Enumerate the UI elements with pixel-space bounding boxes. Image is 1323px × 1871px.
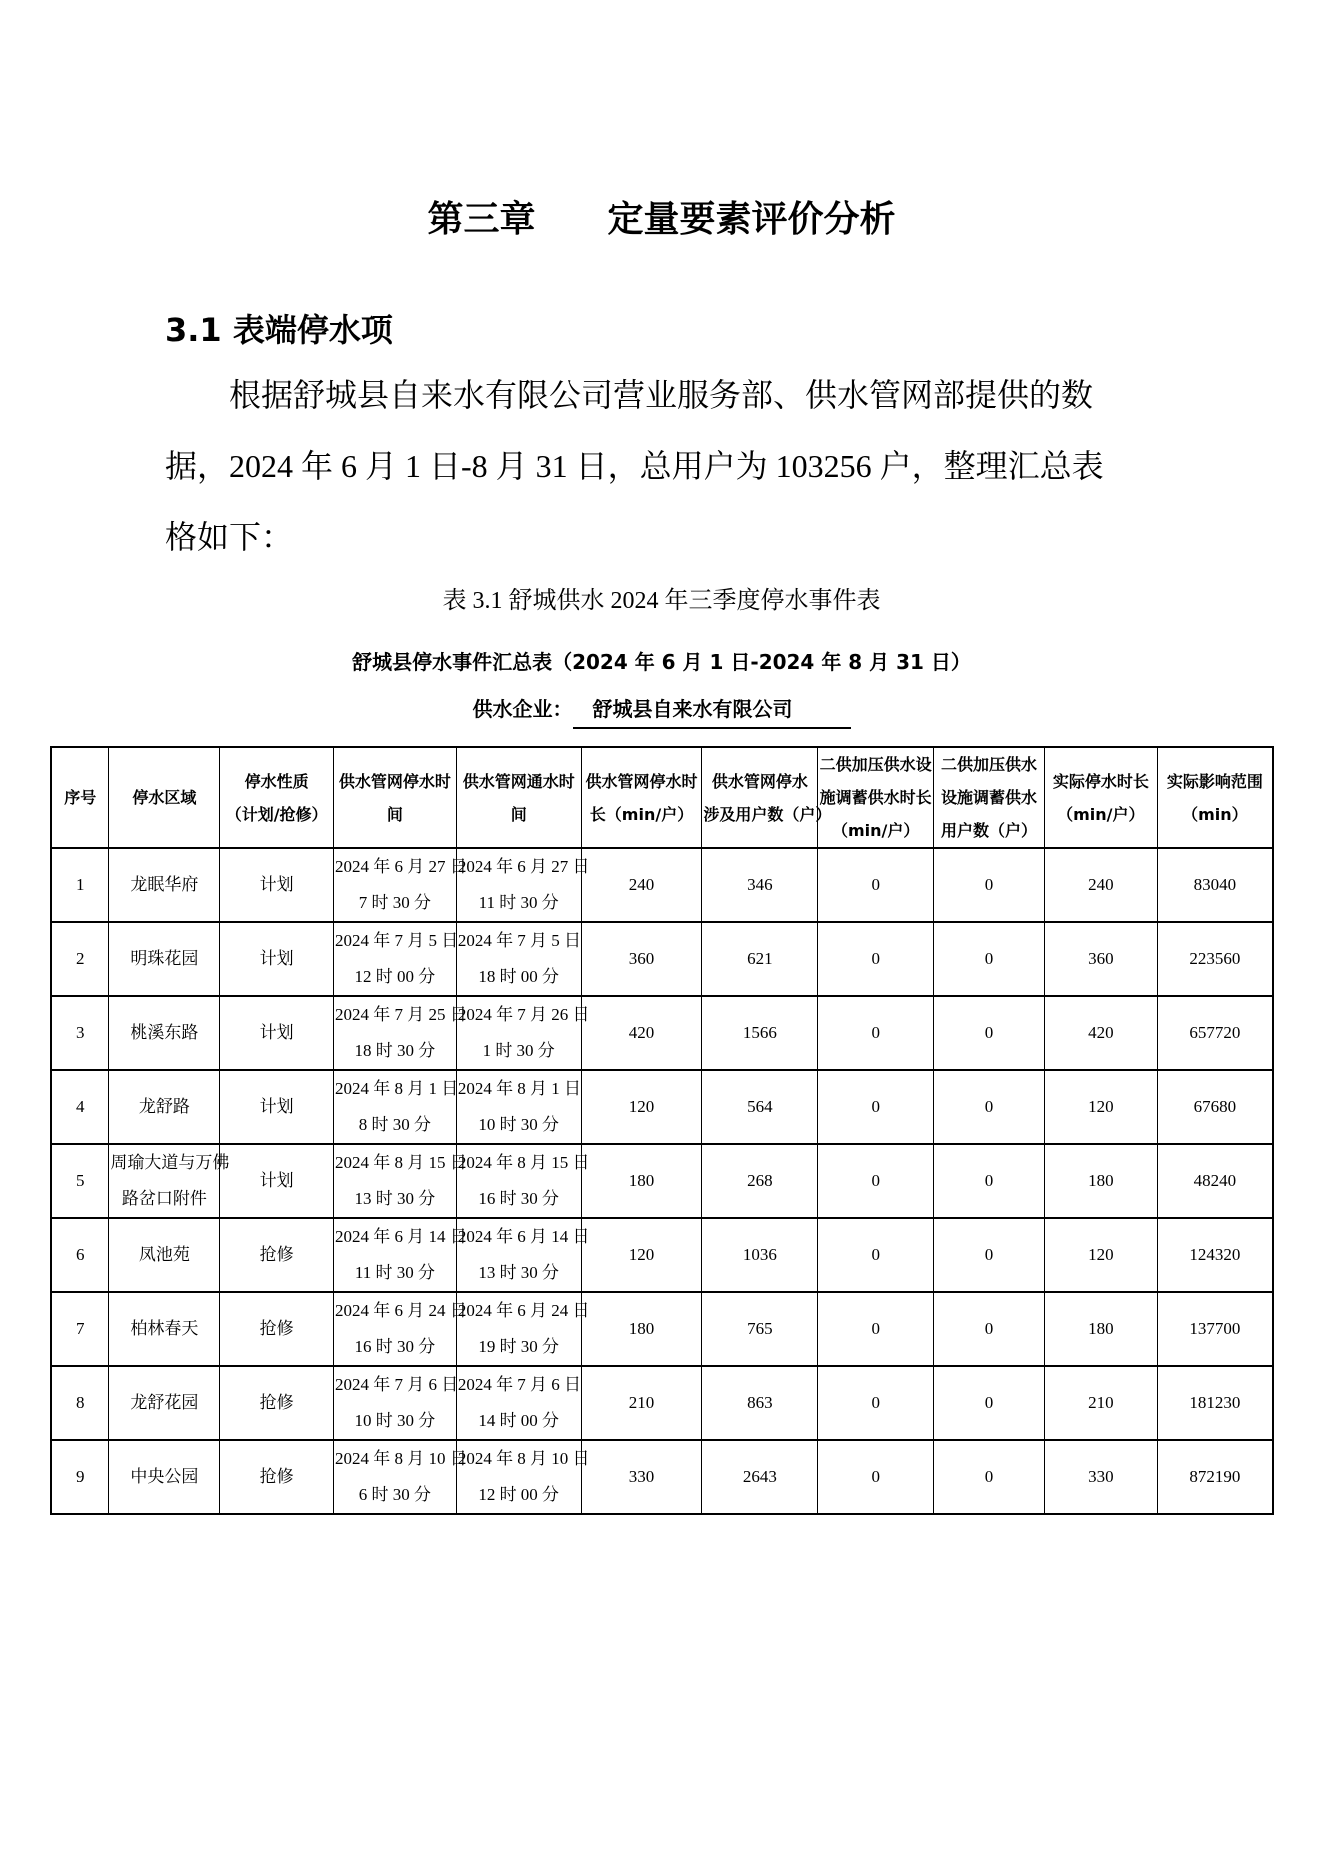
cell-line: 19 时 30 分 [478,1337,560,1356]
cell-line: 2024 年 8 月 1 日 [457,1079,582,1098]
header-cell-stop-duration [581,747,702,848]
table-cell-secondary-duration [818,1366,934,1440]
cell-line: 6 时 30 分 [358,1485,432,1504]
table-cell-impact-range [1157,1144,1273,1218]
table-cell-area [109,996,220,1070]
cell-line: 0 [871,1467,880,1486]
header-line: 涉及用户数（户） [703,804,832,824]
cell-line: 621 [747,949,773,968]
table-cell-area [109,1144,230,1218]
table-cell-stop-duration [581,1292,702,1366]
cell-line: 2024 年 6 月 24 日 [457,1301,590,1320]
header-cell-nature [220,747,334,848]
cell-line: 120 [1088,1097,1114,1116]
table-cell-seq [51,1440,109,1514]
cell-line: 12 时 00 分 [478,1485,560,1504]
table-cell-users-affected [702,1218,818,1292]
cell-line: 2024 年 6 月 14 日 [457,1227,590,1246]
cell-line: 0 [984,1467,994,1486]
table-cell-secondary-duration [818,1218,934,1292]
table-cell-seq [51,1070,109,1144]
table-cell-impact-range [1157,1366,1273,1440]
table-cell-secondary-users [934,922,1045,996]
cell-line: 抢修 [259,1467,294,1486]
cell-line: 67680 [1193,1097,1237,1116]
table-cell-actual-duration [1044,1218,1157,1292]
cell-line: 0 [984,1023,994,1042]
table-row [51,1070,1273,1144]
cell-line: 7 [75,1319,85,1338]
table-cell-stop-duration [581,1440,702,1514]
cell-line: 计划 [259,875,294,894]
cell-line: 18 时 00 分 [478,967,560,986]
table-cell-secondary-duration [818,1070,934,1144]
chapter-title: 第三章 定量要素评价分析 [427,199,896,240]
cell-line: 中央公园 [130,1467,199,1486]
cell-line: 120 [628,1245,655,1264]
cell-line: 周瑜大道与万佛 [110,1153,230,1172]
table-cell-secondary-duration [818,1292,934,1366]
cell-line: 0 [871,1023,880,1042]
cell-line: 181230 [1189,1393,1241,1412]
cell-line: 18 时 30 分 [354,1041,436,1060]
table-cell-stop-time [334,1070,457,1144]
table-cell-nature [220,1070,334,1144]
table-subtitle: 舒城县停水事件汇总表（2024 年 6 月 1 日-2024 年 8 月 31 日） [352,650,971,674]
cell-line: 268 [747,1171,773,1190]
cell-line: 13 时 30 分 [354,1189,436,1208]
table-cell-resume-time [456,1440,590,1514]
table-cell-secondary-duration [818,996,934,1070]
cell-line: 2024 年 6 月 24 日 [335,1301,467,1320]
table-row [51,922,1273,996]
table-cell-nature [220,1218,334,1292]
cell-line: 2024 年 7 月 6 日 [457,1375,582,1394]
cell-line: 180 [1088,1171,1114,1190]
header-cell-seq [51,747,109,848]
table-cell-resume-time [456,1366,581,1440]
table-cell-resume-time [456,922,581,996]
cell-line: 2024 年 8 月 10 日 [335,1449,467,1468]
header-line: 二供加压供水 [941,755,1038,774]
header-line: 停水性质 [244,771,309,791]
cell-line: 4 [75,1097,85,1116]
cell-line: 16 时 30 分 [478,1189,560,1208]
cell-line: 48240 [1193,1171,1237,1190]
table-cell-secondary-users [934,1070,1045,1144]
header-line: （计划/抢修） [225,804,328,824]
table-cell-users-affected [702,848,818,922]
cell-line: 计划 [259,949,294,968]
table-cell-seq [51,1218,109,1292]
table-row [51,848,1273,922]
table-cell-stop-duration [581,1218,702,1292]
cell-line: 240 [628,875,655,894]
header-line: 供水管网停水 [711,771,808,791]
cell-line: 2024 年 8 月 1 日 [335,1079,459,1098]
cell-line: 龙眠华府 [130,875,199,894]
cell-line: 0 [871,1393,880,1412]
header-line: （min/户） [1057,804,1145,824]
cell-line: 凤池苑 [138,1245,190,1264]
table-cell-secondary-duration [818,1440,934,1514]
cell-line: 10 时 30 分 [354,1411,436,1430]
header-row [51,747,1273,848]
table-cell-resume-time [456,1070,581,1144]
table-cell-stop-time [334,1144,467,1218]
cell-line: 抢修 [259,1319,294,1338]
header-line: 实际停水时长 [1052,771,1149,791]
cell-line: 180 [1088,1319,1114,1338]
cell-line: 0 [871,1245,880,1264]
cell-line: 240 [1088,875,1114,894]
table-cell-resume-time [456,1218,590,1292]
cell-line: 2024 年 7 月 5 日 [457,931,582,950]
table-cell-stop-time [334,1218,467,1292]
table-cell-stop-time [334,1440,467,1514]
cell-line: 8 时 30 分 [358,1115,432,1134]
table-cell-nature [220,1366,334,1440]
table-cell-stop-time [334,1366,457,1440]
table-cell-users-affected [702,922,818,996]
table-cell-secondary-users [934,996,1045,1070]
cell-line: 2024 年 7 月 26 日 [457,1005,590,1024]
table-cell-nature [220,1292,334,1366]
header-line: 二供加压供水设 [819,755,932,774]
table-row [51,1366,1273,1440]
cell-line: 13 时 30 分 [478,1263,560,1282]
cell-line: 2024 年 7 月 5 日 [335,931,459,950]
table-row [51,996,1273,1070]
cell-line: 0 [984,949,994,968]
cell-line: 11 时 30 分 [478,893,559,912]
table-caption: 表 3.1 舒城供水 2024 年三季度停水事件表 [442,588,881,614]
table-cell-impact-range [1157,1440,1273,1514]
cell-line: 柏林春天 [130,1319,199,1338]
cell-line: 16 时 30 分 [354,1337,436,1356]
table-cell-users-affected [702,1440,818,1514]
header-line: 供水管网通水时 [462,771,575,791]
cell-line: 330 [1088,1467,1114,1486]
cell-line: 8 [75,1393,85,1412]
table-row [51,1218,1273,1292]
paragraph-line: 格如下： [165,519,294,555]
cell-line: 0 [871,1171,880,1190]
cell-line: 2 [75,949,85,968]
table-cell-secondary-users [934,1144,1045,1218]
cell-line: 路岔口附件 [121,1189,207,1208]
table-cell-seq [51,996,109,1070]
cell-line: 657720 [1189,1023,1241,1042]
table-cell-impact-range [1157,1070,1273,1144]
table-cell-area [109,1070,220,1144]
cell-line: 564 [747,1097,773,1116]
company-name: 舒城县自来水有限公司 [573,692,851,729]
table-cell-nature [220,922,334,996]
header-line: 间 [510,804,527,824]
table-cell-actual-duration [1044,848,1157,922]
table-cell-stop-time [334,922,457,996]
header-cell-secondary-users [934,747,1045,848]
header-line: 长（min/户） [589,804,694,824]
table-cell-stop-time [334,1292,467,1366]
cell-line: 1566 [742,1023,777,1042]
cell-line: 0 [984,1319,994,1338]
cell-line: 2024 年 7 月 6 日 [335,1375,459,1394]
table-cell-seq [51,848,109,922]
table-cell-seq [51,1366,109,1440]
cell-line: 1 [75,875,85,894]
table-cell-area [109,1366,220,1440]
company-label: 供水企业： [472,697,573,721]
table-cell-resume-time [456,1292,590,1366]
table-cell-secondary-users [934,1218,1045,1292]
cell-line: 360 [1088,949,1114,968]
table-head [51,747,1273,848]
cell-line: 1036 [742,1245,777,1264]
cell-line: 420 [1088,1023,1114,1042]
table-cell-area [109,1292,220,1366]
table-cell-users-affected [702,1366,818,1440]
table-cell-secondary-users [934,1440,1045,1514]
cell-line: 龙舒路 [138,1097,190,1116]
cell-line: 桃溪东路 [130,1023,199,1042]
cell-line: 抢修 [259,1393,294,1412]
table-cell-stop-duration [581,996,702,1070]
cell-line: 872190 [1189,1467,1241,1486]
paragraph-line: 据，2024 年 6 月 1 日-8 月 31 日，总用户为 103256 户，整理汇总表 [165,448,1104,484]
cell-line: 计划 [259,1097,294,1116]
cell-line: 83040 [1193,875,1237,894]
header-cell-actual-duration [1044,747,1157,848]
table-cell-nature [220,848,334,922]
cell-line: 0 [871,875,880,894]
cell-line: 2024 年 6 月 27 日 [457,857,590,876]
table-cell-actual-duration [1044,1144,1157,1218]
table-cell-impact-range [1157,922,1273,996]
cell-line: 0 [984,875,994,894]
cell-line: 0 [871,949,880,968]
table-cell-area [109,922,220,996]
table-row [51,1144,1273,1218]
table-cell-users-affected [702,1070,818,1144]
table-cell-impact-range [1157,848,1273,922]
cell-line: 明珠花园 [130,949,199,968]
header-line: 实际影响范围 [1166,771,1263,791]
table-cell-users-affected [702,996,818,1070]
table-cell-secondary-users [934,1292,1045,1366]
header-cell-resume-time [456,747,581,848]
cell-line: 9 [75,1467,85,1486]
table-cell-stop-time [334,996,467,1070]
cell-line: 5 [75,1171,85,1190]
table-cell-resume-time [456,848,590,922]
cell-line: 抢修 [259,1245,294,1264]
table-cell-area [109,1440,220,1514]
table-cell-nature [220,996,334,1070]
table-cell-actual-duration [1044,1070,1157,1144]
table-cell-impact-range [1157,1218,1273,1292]
cell-line: 223560 [1189,949,1241,968]
table-cell-stop-time [334,848,467,922]
table-cell-users-affected [702,1144,818,1218]
table-cell-actual-duration [1044,1440,1157,1514]
cell-line: 0 [984,1171,994,1190]
table-cell-actual-duration [1044,922,1157,996]
paragraph-line: 根据舒城县自来水有限公司营业服务部、供水管网部提供的数 [229,377,1094,413]
cell-line: 3 [75,1023,85,1042]
cell-line: 120 [1088,1245,1114,1264]
table-cell-stop-duration [581,922,702,996]
table-body [51,848,1273,1514]
cell-line: 2024 年 8 月 15 日 [335,1153,467,1172]
header-line: （min/户） [831,821,920,840]
table-cell-actual-duration [1044,1366,1157,1440]
cell-line: 计划 [259,1171,294,1190]
header-cell-impact-range [1157,747,1273,848]
cell-line: 0 [871,1097,880,1116]
table-row [51,1292,1273,1366]
cell-line: 346 [747,875,773,894]
cell-line: 210 [628,1393,655,1412]
table-cell-impact-range [1157,1292,1273,1366]
table-cell-actual-duration [1044,996,1157,1070]
header-line: 供水管网停水时 [585,771,698,791]
table-cell-secondary-users [934,848,1045,922]
table-cell-stop-duration [581,848,702,922]
water-stop-events-table [50,746,1274,1515]
cell-line: 330 [628,1467,655,1486]
cell-line: 0 [984,1245,994,1264]
header-line: 供水管网停水时 [338,771,451,791]
cell-line: 0 [984,1393,994,1412]
table-cell-nature [220,1440,334,1514]
table-cell-secondary-users [934,1366,1045,1440]
table-cell-stop-duration [581,1070,702,1144]
table-cell-secondary-duration [818,848,934,922]
table-cell-secondary-duration [818,1144,934,1218]
cell-line: 2024 年 6 月 14 日 [335,1227,467,1246]
header-cell-area [109,747,220,848]
header-line: 施调蓄供水时长 [819,788,932,807]
table-cell-actual-duration [1044,1292,1157,1366]
header-line: 序号 [64,788,97,807]
table-cell-impact-range [1157,996,1273,1070]
body-paragraph [165,360,1165,573]
cell-line: 2024 年 8 月 10 日 [457,1449,590,1468]
table-cell-stop-duration [581,1366,702,1440]
cell-line: 2643 [742,1467,777,1486]
header-cell-secondary-duration [818,747,934,848]
table-cell-secondary-duration [818,922,934,996]
cell-line: 6 [75,1245,85,1264]
cell-line: 180 [628,1171,655,1190]
header-line: 设施调蓄供水 [941,788,1038,807]
table-cell-area [109,1218,220,1292]
cell-line: 1 时 30 分 [482,1041,555,1060]
cell-line: 计划 [259,1023,294,1042]
cell-line: 210 [1088,1393,1114,1412]
cell-line: 2024 年 7 月 25 日 [335,1005,467,1024]
cell-line: 765 [747,1319,773,1338]
cell-line: 180 [628,1319,655,1338]
cell-line: 11 时 30 分 [354,1263,435,1282]
cell-line: 120 [628,1097,655,1116]
table-row [51,1440,1273,1514]
cell-line: 2024 年 8 月 15 日 [457,1153,590,1172]
table-cell-area [109,848,220,922]
cell-line: 12 时 00 分 [354,967,436,986]
table-cell-resume-time [456,1144,590,1218]
cell-line: 0 [871,1319,880,1338]
table-cell-seq [51,1144,109,1218]
header-cell-stop-time [334,747,457,848]
cell-line: 龙舒花园 [130,1393,199,1412]
table-cell-seq [51,1292,109,1366]
cell-line: 7 时 30 分 [358,893,432,912]
table-cell-users-affected [702,1292,818,1366]
cell-line: 10 时 30 分 [478,1115,560,1134]
table-cell-stop-duration [581,1144,702,1218]
cell-line: 863 [747,1393,773,1412]
header-line: 停水区域 [132,788,197,807]
cell-line: 124320 [1189,1245,1241,1264]
cell-line: 0 [984,1097,994,1116]
table-cell-seq [51,922,109,996]
header-line: 间 [386,804,403,824]
company-line [0,692,1323,729]
cell-line: 420 [628,1023,655,1042]
table-cell-resume-time [456,996,590,1070]
table-cell-nature [220,1144,334,1218]
header-line: 用户数（户） [941,821,1038,840]
cell-line: 14 时 00 分 [478,1411,560,1430]
cell-line: 360 [628,949,655,968]
cell-line: 137700 [1189,1319,1241,1338]
section-heading: 3.1 表端停水项 [165,311,393,349]
header-line: （min） [1182,804,1248,824]
header-cell-users-affected [702,747,832,848]
cell-line: 2024 年 6 月 27 日 [335,857,467,876]
